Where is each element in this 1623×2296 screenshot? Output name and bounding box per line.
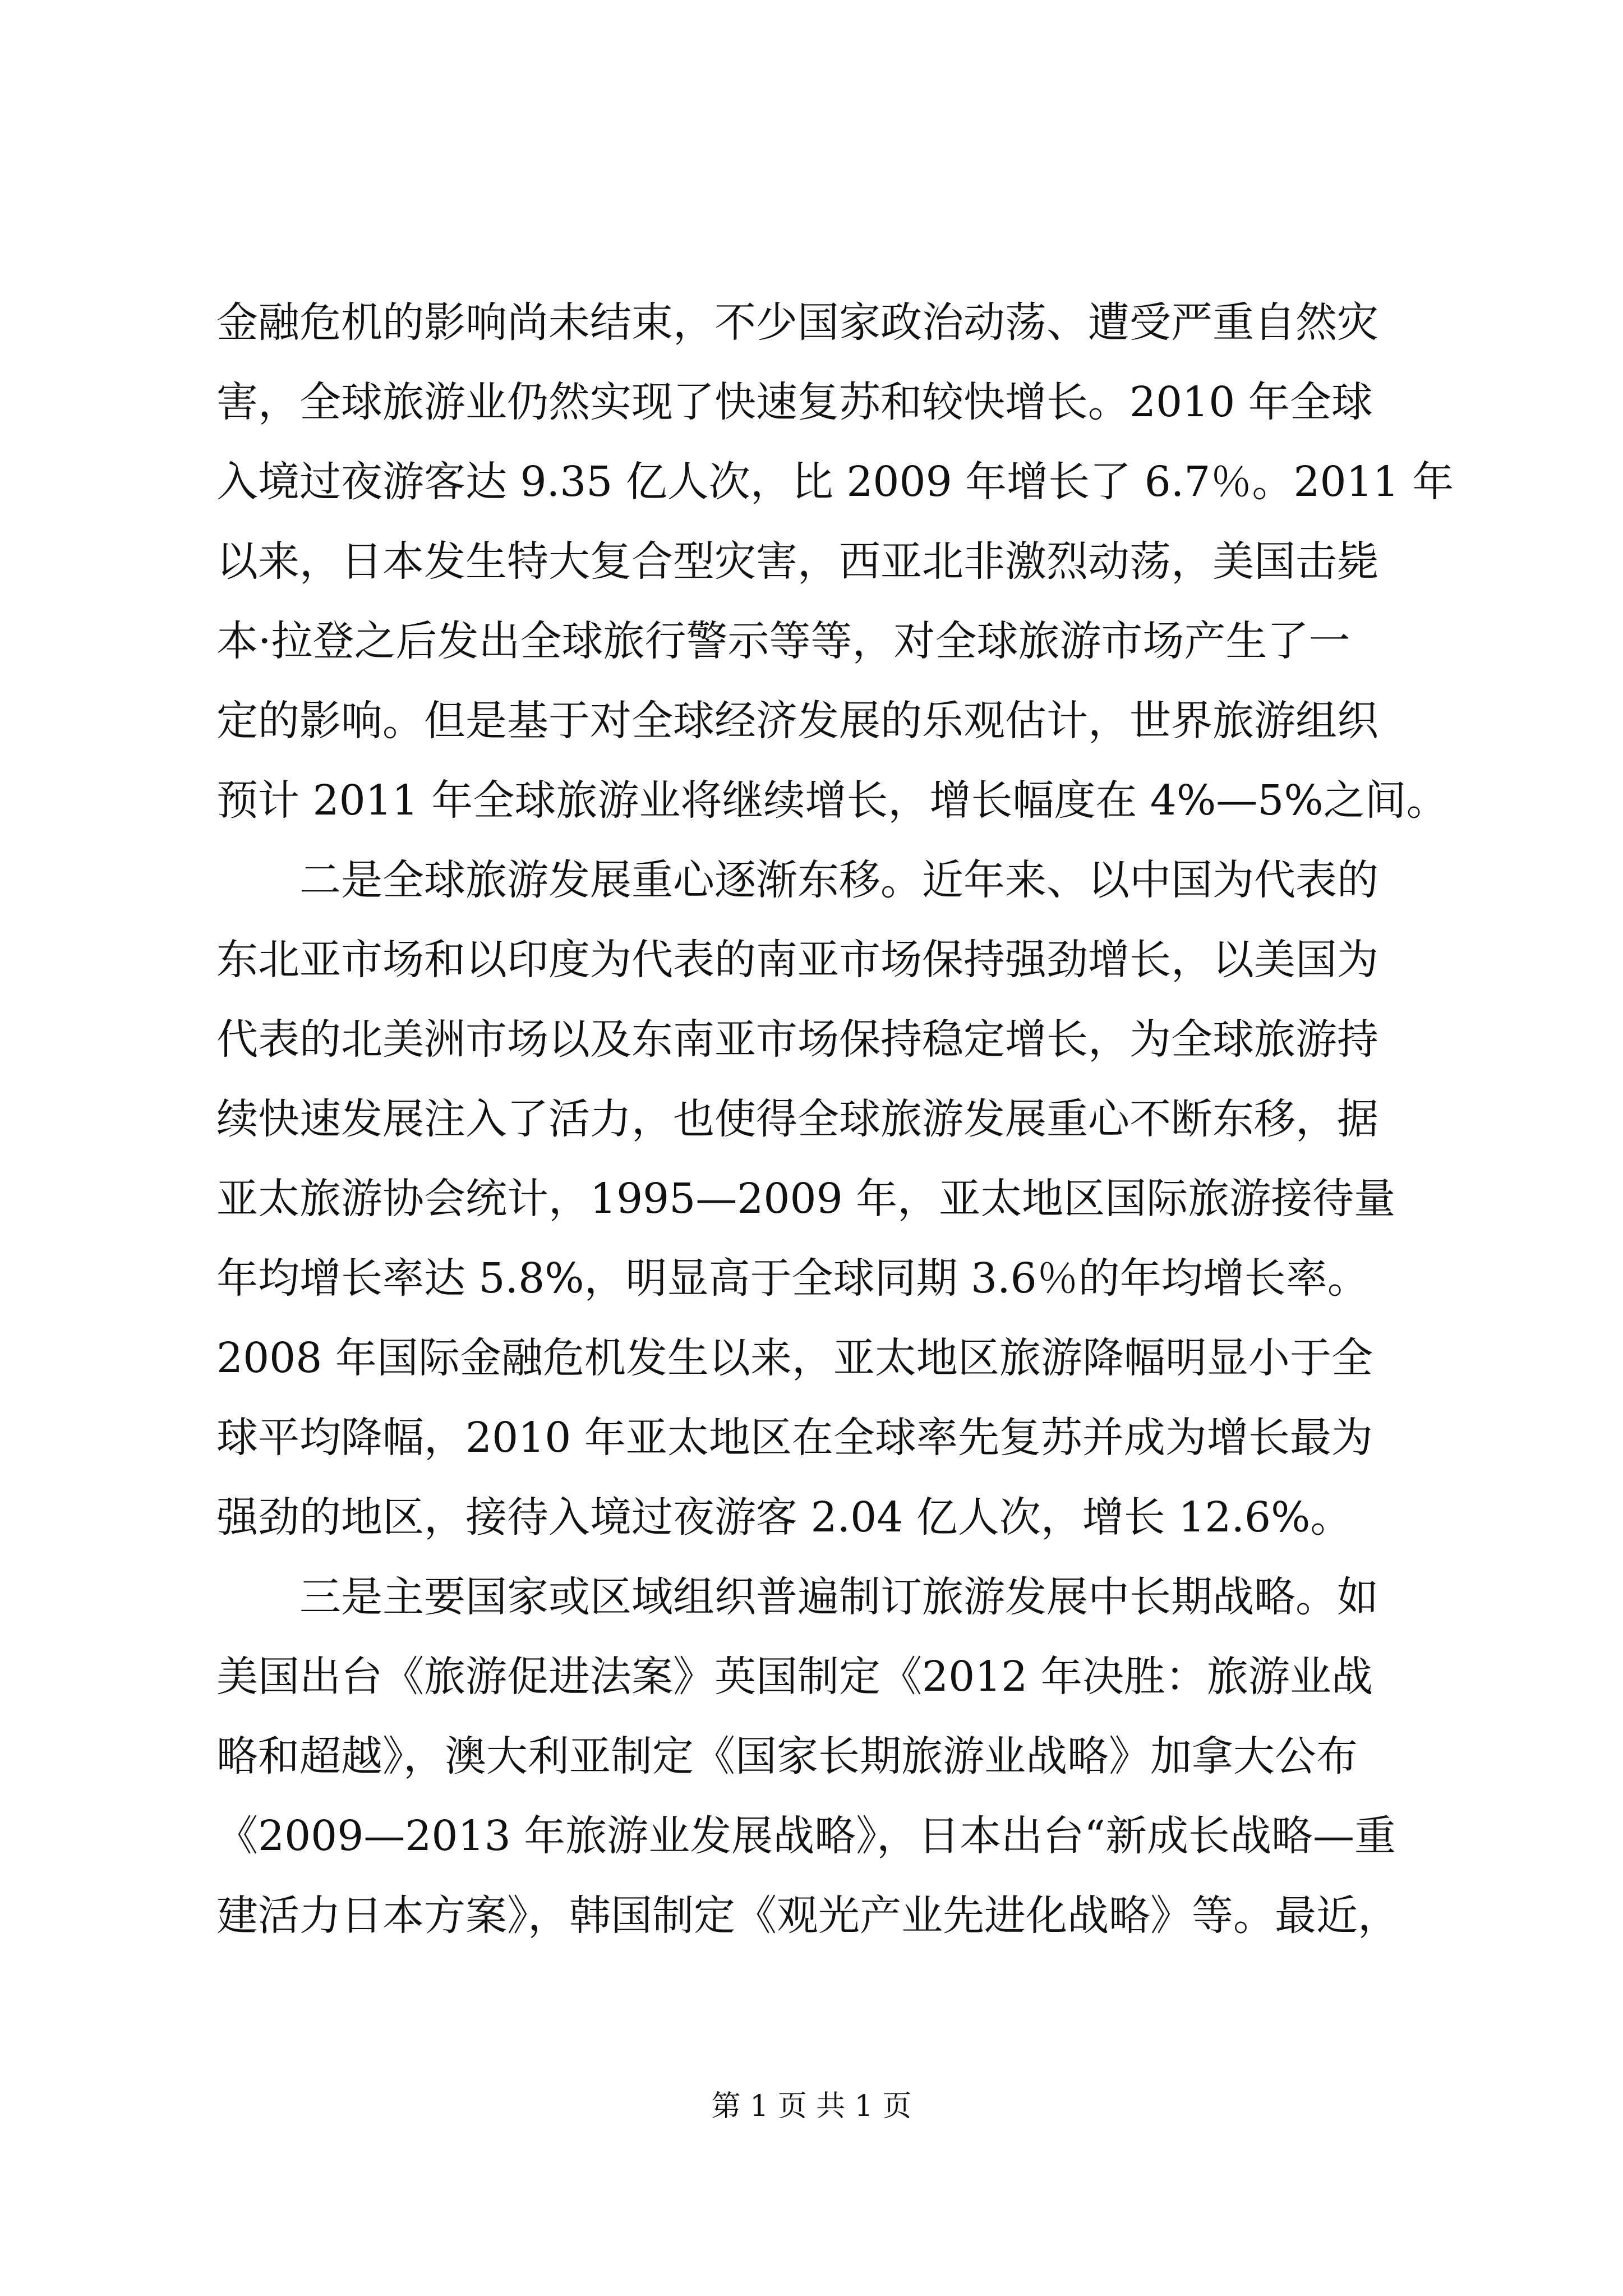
text-line: 《2009—2013 年旅游业发展战略》，日本出台“新成长战略—重 <box>216 1812 1396 1860</box>
text-line: 略和超越》，澳大利亚制定《国家长期旅游业战略》加拿大公布 <box>216 1732 1358 1780</box>
page-footer <box>0 2087 1623 2126</box>
text-line: 本·拉登之后发出全球旅行警示等等，对全球旅游市场产生了一 <box>216 617 1350 665</box>
text-line: 入境过夜游客达 9.35 亿人次，比 2009 年增长了 6.7％。2011 年 <box>216 458 1454 506</box>
text-line: 球平均降幅，2010 年亚太地区在全球率先复苏并成为增长最为 <box>216 1414 1373 1462</box>
text-line: 害，全球旅游业仍然实现了快速复苏和较快增长。2010 年全球 <box>216 378 1373 426</box>
text-line: 预计 2011 年全球旅游业将继续增长，增长幅度在 4%—5%之间。 <box>216 776 1448 825</box>
text-line: 建活力日本方案》，韩国制定《观光产业先进化战略》等。最近， <box>216 1892 1399 1940</box>
text-line: 亚太旅游协会统计，1995—2009 年，亚太地区国际旅游接待量 <box>216 1175 1396 1223</box>
text-line: 年均增长率达 5.8%，明显高于全球同期 3.6％的年均增长率。 <box>216 1254 1369 1303</box>
text-line: 金融危机的影响尚未结束，不少国家政治动荡、遭受严重自然灾 <box>216 298 1378 347</box>
body-text <box>216 283 1454 1955</box>
text-line: 代表的北美洲市场以及东南亚市场保持稳定增长，为全球旅游持 <box>216 1015 1378 1064</box>
text-line: 以来，日本发生特大复合型灾害，西亚北非激烈动荡，美国击毙 <box>216 537 1378 586</box>
text-line: 2008 年国际金融危机发生以来，亚太地区旅游降幅明显小于全 <box>216 1334 1373 1382</box>
text-line: 定的影响。但是基于对全球经济发展的乐观估计，世界旅游组织 <box>216 697 1378 745</box>
text-line: 强劲的地区，接待入境过夜游客 2.04 亿人次，增长 12.6%。 <box>216 1493 1352 1542</box>
text-line: 二是全球旅游发展重心逐渐东移。近年来、以中国为代表的 <box>216 856 1378 904</box>
text-line: 续快速发展注入了活力，也使得全球旅游发展重心不断东移，据 <box>216 1095 1378 1143</box>
text-line: 美国出台《旅游促进法案》英国制定《2012 年决胜：旅游业战 <box>216 1653 1373 1701</box>
text-line: 东北亚市场和以印度为代表的南亚市场保持强劲增长，以美国为 <box>216 936 1378 984</box>
page-number-label: 第 1 页 共 1 页 <box>711 2090 912 2123</box>
text-line: 三是主要国家或区域组织普遍制订旅游发展中长期战略。如 <box>216 1573 1378 1621</box>
